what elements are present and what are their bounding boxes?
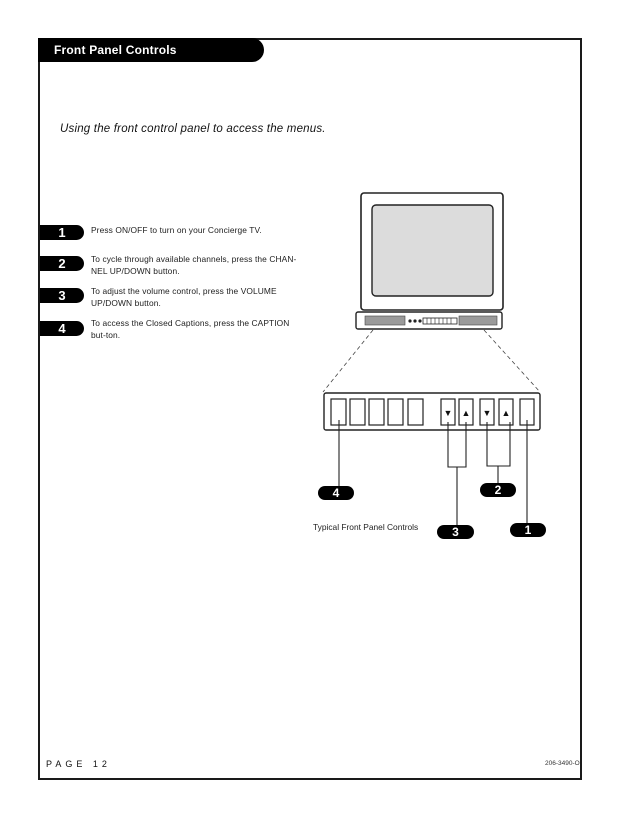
diagram-caption: Typical Front Panel Controls bbox=[313, 522, 419, 532]
step-text: To cycle through available channels, press the CHAN-NEL UP/DOWN button. bbox=[91, 254, 297, 276]
callout-1: 1 bbox=[510, 523, 546, 537]
step-number-badge: 4 bbox=[40, 321, 84, 336]
section-title-tab: Front Panel Controls bbox=[38, 38, 264, 62]
step-number-badge: 2 bbox=[40, 256, 84, 271]
tv-illustration bbox=[356, 193, 503, 329]
callout-2: 2 bbox=[480, 483, 516, 497]
callout-4: 4 bbox=[318, 486, 354, 500]
up-arrow-icon: ▲ bbox=[461, 408, 471, 418]
callout-3: 3 bbox=[437, 525, 474, 539]
step-text: To access the Closed Captions, press the CAPTION but-ton. bbox=[91, 318, 290, 340]
down-arrow-icon: ▼ bbox=[443, 408, 453, 418]
page-number: PAGE 12 bbox=[46, 759, 111, 769]
down-arrow-icon: ▼ bbox=[482, 408, 492, 418]
control-strip bbox=[324, 393, 540, 430]
up-arrow-icon: ▲ bbox=[501, 408, 511, 418]
document-code: 206-3490-O bbox=[545, 760, 580, 767]
step-text: To adjust the volume control, press the VOLUME UP/DOWN button. bbox=[91, 286, 277, 308]
step-number-badge: 1 bbox=[40, 225, 84, 240]
step-number-badge: 3 bbox=[40, 288, 84, 303]
leader-lines bbox=[339, 420, 527, 525]
intro-text: Using the front control panel to access the menus. bbox=[60, 123, 326, 135]
step-text: Press ON/OFF to turn on your Concierge TV. bbox=[91, 225, 262, 235]
